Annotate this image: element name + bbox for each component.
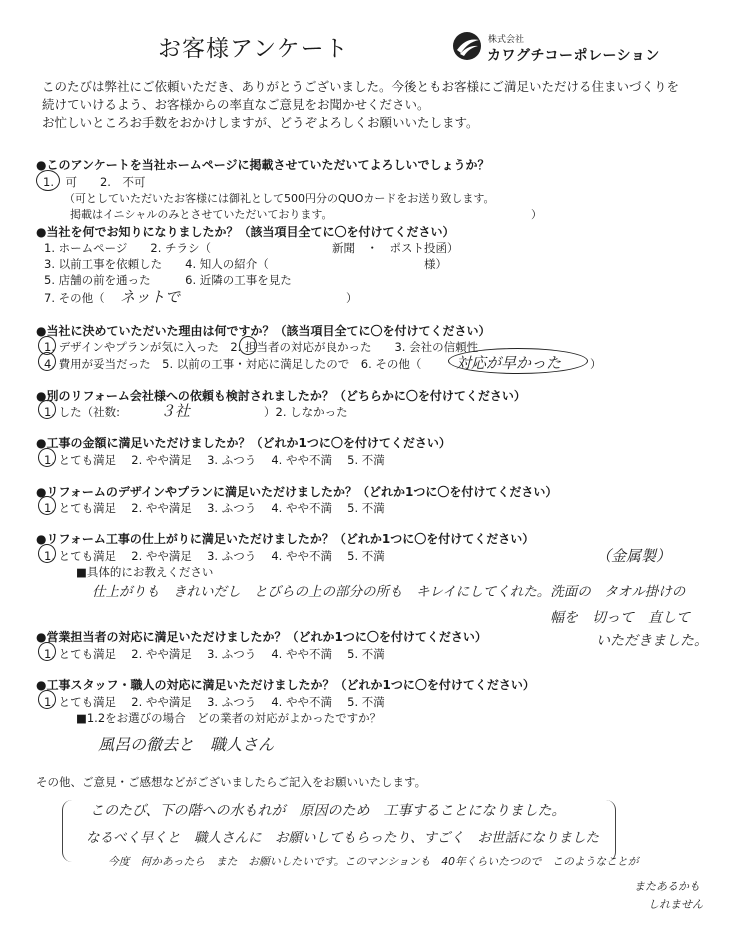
q7-sub-question: ■具体的にお教えください bbox=[76, 565, 214, 579]
comments-line-2: なるべく早くと 職人さんに お願いしてもらったり、すごく お世話になりました bbox=[86, 830, 599, 846]
company-name: カワグチコーポレーション bbox=[487, 48, 660, 64]
q4-option-1: 1. した（社数: bbox=[44, 405, 121, 419]
q2-row-4: 7. その他（ bbox=[44, 291, 105, 305]
q2-row-2-extra: 様） bbox=[424, 257, 447, 271]
q5-answer-circle bbox=[38, 448, 56, 467]
comments-prompt: その他、ご意見・ご感想などがございましたらご記入をお願いいたします。 bbox=[36, 775, 427, 789]
q5-question: ●工事の金額に満足いただけましたか？（どれか1つに〇を付けてください） bbox=[36, 436, 451, 450]
q7-question: ●リフォーム工事の仕上がりに満足いただけましたか？（どれか1つに〇を付けてください） bbox=[36, 532, 535, 546]
q1-answer-circle bbox=[36, 170, 60, 191]
q3-circle-4 bbox=[38, 352, 56, 371]
company-logo-icon bbox=[452, 31, 482, 61]
q3-answer-other: 対応が早かった bbox=[456, 354, 562, 372]
q3-circle-2 bbox=[239, 336, 257, 355]
q4-answer-count: ３社 bbox=[160, 402, 191, 420]
q8-scale: 1. とても満足 2. やや満足 3. ふつう 4. やや不満 5. 不満 bbox=[44, 647, 385, 661]
q2-row-1-extra: 新聞 ・ ポスト投函） bbox=[332, 241, 459, 255]
q7-scale: 1. とても満足 2. やや満足 3. ふつう 4. やや不満 5. 不満 bbox=[44, 549, 385, 563]
q2-answer-other: ネットで bbox=[120, 288, 181, 306]
q3-question: ●当社に決めていただいた理由は何ですか？（該当項目全てに〇を付けてください） bbox=[36, 324, 491, 338]
q2-question: ●当社を何でお知りになりましたか？（該当項目全てに〇を付けてください） bbox=[36, 225, 455, 239]
q9-answer: 風呂の徹去と 職人さん bbox=[98, 735, 275, 754]
intro-line-3: お忙しいところお手数をおかけしますが、どうぞよろしくお願いいたします。 bbox=[42, 115, 479, 130]
q2-row-1: 1. ホームページ 2. チラシ（ bbox=[44, 241, 212, 255]
q3-row-2-close: ） bbox=[590, 357, 602, 371]
q5-scale: 1. とても満足 2. やや満足 3. ふつう 4. やや不満 5. 不満 bbox=[44, 453, 385, 467]
q1-note-close: ） bbox=[531, 208, 542, 221]
q9-answer-circle bbox=[38, 690, 56, 709]
q2-row-2: 3. 以前工事を依頼した 4. 知人の紹介（ bbox=[44, 257, 269, 271]
q6-answer-circle bbox=[38, 496, 56, 515]
q2-row-3: 5. 店舗の前を通った 6. 近隣の工事を見た bbox=[44, 273, 292, 287]
page-title: お客様アンケート bbox=[158, 36, 349, 62]
q6-scale: 1. とても満足 2. やや満足 3. ふつう 4. やや不満 5. 不満 bbox=[44, 501, 385, 515]
comments-line-5: しれません bbox=[648, 898, 703, 911]
q4-question: ●別のリフォーム会社様への依頼も検討されましたか？（どちらかに〇を付けてください） bbox=[36, 389, 526, 403]
q9-question: ●工事スタッフ・職人の対応に満足いただけましたか？（どれか1つに〇を付けてください） bbox=[36, 678, 535, 692]
q7-answer-line-3: いただきました。 bbox=[596, 633, 708, 649]
comments-line-1: このたび、下の階への水もれが 原因のため 工事することになりました。 bbox=[90, 803, 566, 819]
comments-line-4: またあるかも bbox=[634, 880, 700, 893]
intro-line-2: 続けていけるよう、お客様からの率直なご意見をお聞かせください。 bbox=[42, 97, 430, 112]
intro-line-1: このたびは弊社にご依頼いただき、ありがとうございました。今後ともお客様にご満足いただける住まいづくりを bbox=[42, 79, 680, 94]
company-type: 株式会社 bbox=[488, 35, 525, 45]
q7-answer-line-1: 仕上がりも きれいだし とびらの上の部分の所も キレイにしてくれた。洗面の タオル掛けの bbox=[92, 584, 686, 600]
comments-line-3: 今度 何かあったら また お願いしたいです。このマンションも 40年くらいたつので このようなことが bbox=[108, 855, 639, 868]
q9-scale: 1. とても満足 2. やや満足 3. ふつう 4. やや不満 5. 不満 bbox=[44, 695, 385, 709]
q1-note-2: 掲載はイニシャルのみとさせていただいております。 bbox=[70, 208, 333, 221]
q6-question: ●リフォームのデザインやプランに満足いただけましたか？（どれか1つに〇を付けてください） bbox=[36, 485, 558, 499]
q7-answer-circle bbox=[38, 544, 56, 563]
q8-answer-circle bbox=[38, 642, 56, 661]
q1-question: ●このアンケートを当社ホームページに掲載させていただいてよろしいでしょうか？ bbox=[36, 158, 490, 172]
q9-sub-question: ■1.2をお選びの場合 どの業者の対応がよかったですか？ bbox=[76, 711, 382, 725]
q4-option-2: ）2. しなかった bbox=[264, 405, 348, 419]
q4-answer-circle bbox=[38, 400, 56, 419]
q1-options: 1. 可 2. 不可 bbox=[43, 175, 146, 189]
q3-row-2: 4. 費用が妥当だった 5. 以前の工事・対応に満足したので 6. その他（ bbox=[44, 357, 422, 371]
q7-answer-note: （金属製） bbox=[596, 547, 672, 565]
q3-circle-other bbox=[448, 348, 588, 374]
q7-answer-line-2: 幅を 切って 直して bbox=[550, 610, 690, 626]
q3-row-1: 1. デザインやプランが気に入った 2. 担当者の対応が良かった 3. 会社の信頼性 bbox=[44, 340, 479, 354]
q2-row-4-close: ） bbox=[346, 291, 358, 305]
q1-note-1: （可としていただいたお客様には御礼として500円分のQUOカードをお送り致します。 bbox=[64, 192, 495, 205]
q8-question: ●営業担当者の対応に満足いただけましたか？（どれか1つに〇を付けてください） bbox=[36, 630, 487, 644]
